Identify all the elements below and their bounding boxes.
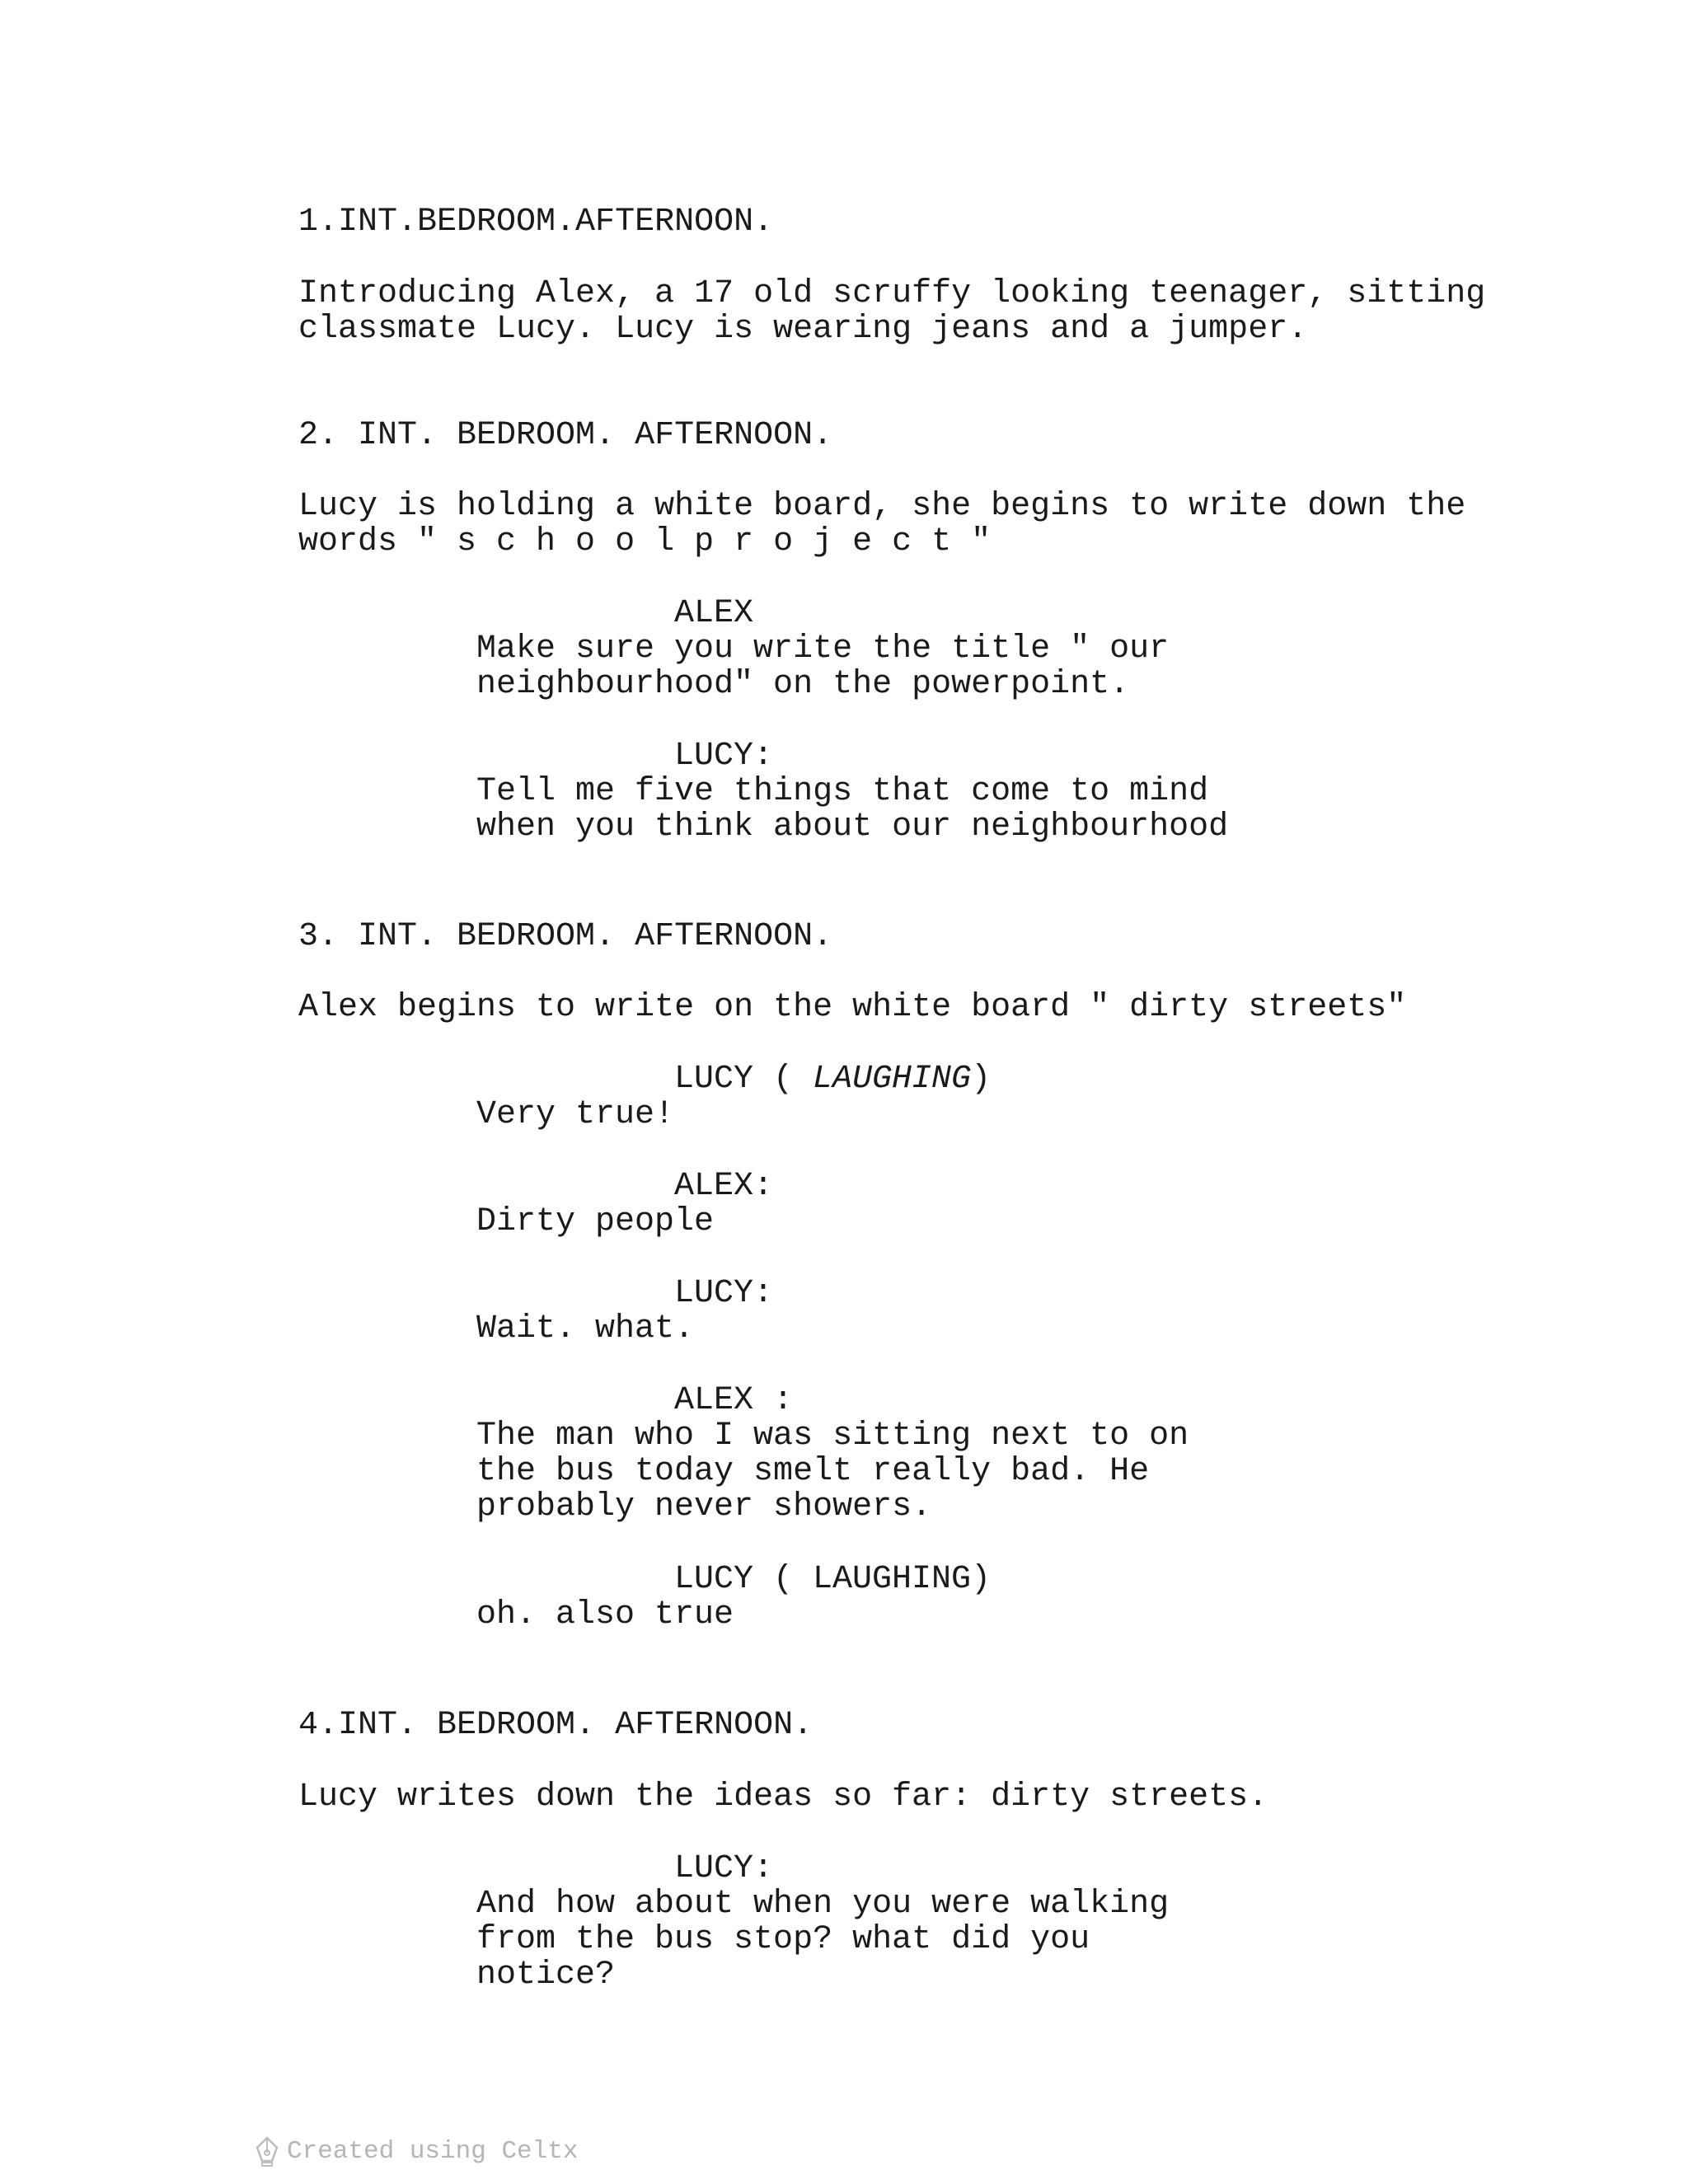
- dialogue-line: probably never showers.: [476, 1488, 932, 1526]
- dialogue-line: notice?: [476, 1957, 616, 1994]
- dialogue-line: Wait. what.: [476, 1310, 695, 1347]
- footer-text: Created using Celtx: [287, 2137, 579, 2166]
- scene-2-action-line-1: Lucy is holding a white board, she begins to write down the: [298, 488, 1466, 525]
- celtx-pen-icon: [256, 2136, 279, 2168]
- dialogue-line: when you think about our neighbourhood: [476, 808, 1229, 846]
- parenthetical: LAUGHING: [813, 1061, 972, 1098]
- parenthetical-close: ): [971, 1061, 992, 1098]
- character-cue: LUCY:: [674, 1850, 774, 1887]
- character-cue: [674, 1062, 991, 1097]
- scene-4-action-line-1: Lucy writes down the ideas so far: dirty streets.: [298, 1779, 1268, 1816]
- character-cue: ALEX: [674, 595, 754, 632]
- scene-3-action-line-1: Alex begins to write on the white board " dirty streets": [298, 989, 1407, 1026]
- dialogue-line: neighbourhood" on the powerpoint.: [476, 666, 1130, 703]
- character-cue: ALEX:: [674, 1168, 774, 1205]
- character-cue: LUCY ( LAUGHING): [674, 1561, 992, 1598]
- dialogue-line: from the bus stop? what did you: [476, 1921, 1090, 1958]
- dialogue-line: Very true!: [476, 1096, 675, 1133]
- dialogue-line: oh. also true: [476, 1596, 734, 1633]
- celtx-footer: [256, 2136, 578, 2168]
- dialogue-line: the bus today smelt really bad. He: [476, 1453, 1150, 1490]
- scene-2-action-line-2: words " s c h o o l p r o j e c t ": [298, 523, 992, 560]
- character-cue: ALEX :: [674, 1382, 794, 1419]
- scene-1-action-line-1: Introducing Alex, a 17 old scruffy looking teenager, sitting: [298, 275, 1486, 312]
- scene-heading-4: 4.INT. BEDROOM. AFTERNOON.: [298, 1707, 814, 1744]
- dialogue-line: Tell me five things that come to mind: [476, 773, 1209, 810]
- dialogue-line: The man who I was sitting next to on: [476, 1418, 1189, 1455]
- dialogue-line: Make sure you write the title " our: [476, 630, 1170, 668]
- character-cue: LUCY:: [674, 738, 774, 775]
- scene-heading-1: 1.INT.BEDROOM.AFTERNOON.: [298, 204, 774, 241]
- character-name: LUCY (: [674, 1061, 814, 1098]
- scene-heading-2: 2. INT. BEDROOM. AFTERNOON.: [298, 417, 833, 454]
- scene-1-action-line-2: classmate Lucy. Lucy is wearing jeans and a jumper.: [298, 311, 1308, 348]
- dialogue-line: Dirty people: [476, 1203, 715, 1240]
- dialogue-line: And how about when you were walking: [476, 1886, 1170, 1923]
- character-cue: LUCY:: [674, 1275, 774, 1312]
- scene-heading-3: 3. INT. BEDROOM. AFTERNOON.: [298, 918, 833, 955]
